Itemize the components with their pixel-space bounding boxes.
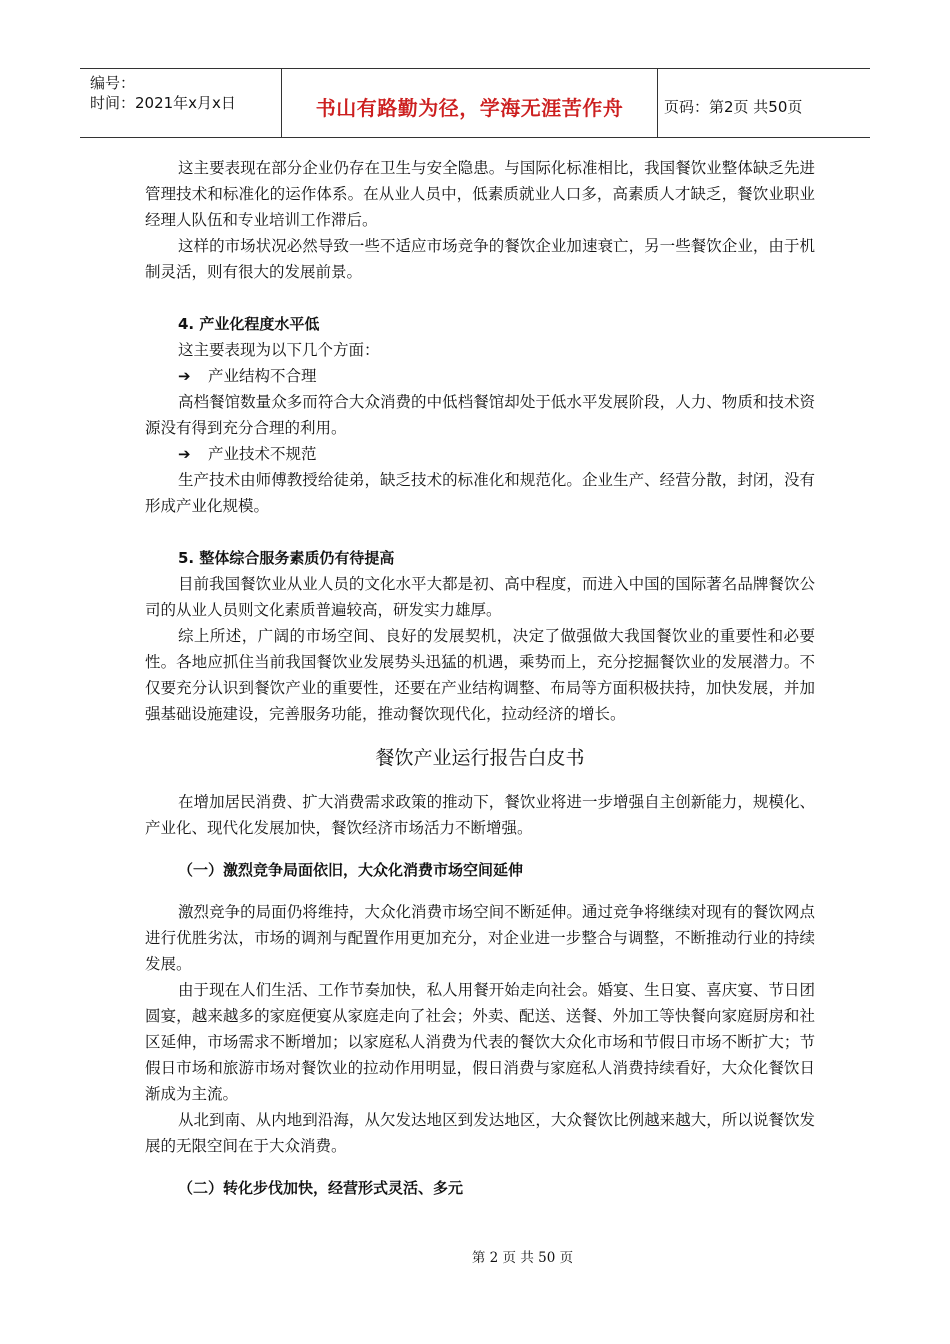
paragraph: 目前我国餐饮业从业人员的文化水平大都是初、高中程度，而进入中国的国际著名品牌餐饮公司的从业人员则文化素质普遍较高，研发实力雄厚。 xyxy=(145,575,815,619)
date-label: 时间：2021年x月x日 xyxy=(90,94,236,112)
subsection-heading: （二）转化步伐加快，经营形式灵活、多元 xyxy=(178,1179,464,1197)
paragraph: 由于现在人们生活、工作节奏加快，私人用餐开始走向社会。婚宴、生日宴、喜庆宴、节日团圆宴，越来越多的家庭便宴从家庭走向了社会；外卖、配送、送餐、外加工等快餐向家庭厨房和社区延伸，市场需求不断增加；以家庭私人消费为代表的餐饮大众化市场和节假日市场不断扩大；节假日市场和旅游市场对餐饮业的拉动作用明显，假日消费与家庭私人消费持续看好，大众化餐饮日渐成为主流。 xyxy=(145,981,815,1103)
header-meta xyxy=(80,69,282,137)
list-item xyxy=(145,363,815,389)
list-item-label: 产业技术不规范 xyxy=(208,445,317,463)
paragraph: 生产技术由师傅教授给徒弟，缺乏技术的标准化和规范化。企业生产、经营分散，封闭，没有形成产业化规模。 xyxy=(145,471,815,515)
header-motto: 书山有路勤为径，学海无涯苦作舟 xyxy=(282,69,658,137)
paragraph: 在增加居民消费、扩大消费需求政策的推动下，餐饮业将进一步增强自主创新能力，规模化、产业化、现代化发展加快，餐饮经济市场活力不断增强。 xyxy=(145,793,815,837)
list-item-label: 产业结构不合理 xyxy=(208,367,317,385)
paragraph: 激烈竞争的局面仍将维持，大众化消费市场空间不断延伸。通过竞争将继续对现有的餐饮网点进行优胜劣汰，市场的调剂与配置作用更加充分，对企业进一步整合与调整，不断推动行业的持续发展。 xyxy=(145,903,815,973)
serial-label: 编号： xyxy=(90,74,136,92)
section-heading: 5. 整体综合服务素质仍有待提高 xyxy=(178,549,395,567)
paragraph: 从北到南、从内地到沿海，从欠发达地区到发达地区，大众餐饮比例越来越大，所以说餐饮发展的无限空间在于大众消费。 xyxy=(145,1111,815,1155)
header-page-info: 页码：第2页 共50页 xyxy=(664,97,803,116)
page-header xyxy=(80,68,870,138)
document-title: 餐饮产业运行报告白皮书 xyxy=(375,747,585,769)
paragraph: 这主要表现为以下几个方面： xyxy=(178,341,380,359)
paragraph: 这样的市场状况必然导致一些不适应市场竞争的餐饮企业加速衰亡，另一些餐饮企业，由于机制灵活，则有很大的发展前景。 xyxy=(145,237,815,281)
paragraph: 综上所述，广阔的市场空间、良好的发展契机，决定了做强做大我国餐饮业的重要性和必要性。各地应抓住当前我国餐饮业发展势头迅猛的机遇，乘势而上，充分挖掘餐饮业的发展潜力。不仅要充分认识到餐饮产业的重要性，还要在产业结构调整、布局等方面积极扶持，加快发展，并加强基础设施建设，完善服务功能，推动餐饮现代化，拉动经济的增长。 xyxy=(145,627,815,723)
page-footer: 第 2 页 共 50 页 xyxy=(471,1250,574,1266)
paragraph: 这主要表现在部分企业仍存在卫生与安全隐患。与国际化标准相比，我国餐饮业整体缺乏先进管理技术和标准化的运作体系。在从业人员中，低素质就业人口多，高素质人才缺乏，餐饮业职业经理人队伍和专业培训工作滞后。 xyxy=(145,159,815,229)
document-body xyxy=(145,155,815,1201)
paragraph: 高档餐馆数量众多而符合大众消费的中低档餐馆却处于低水平发展阶段，人力、物质和技术资源没有得到充分合理的利用。 xyxy=(145,393,815,437)
section-heading: 4. 产业化程度水平低 xyxy=(178,315,320,333)
subsection-heading: （一）激烈竞争局面依旧，大众化消费市场空间延伸 xyxy=(178,861,524,879)
arrow-bullet-icon: ➔ xyxy=(178,445,191,463)
arrow-bullet-icon: ➔ xyxy=(178,367,191,385)
list-item xyxy=(145,441,815,467)
